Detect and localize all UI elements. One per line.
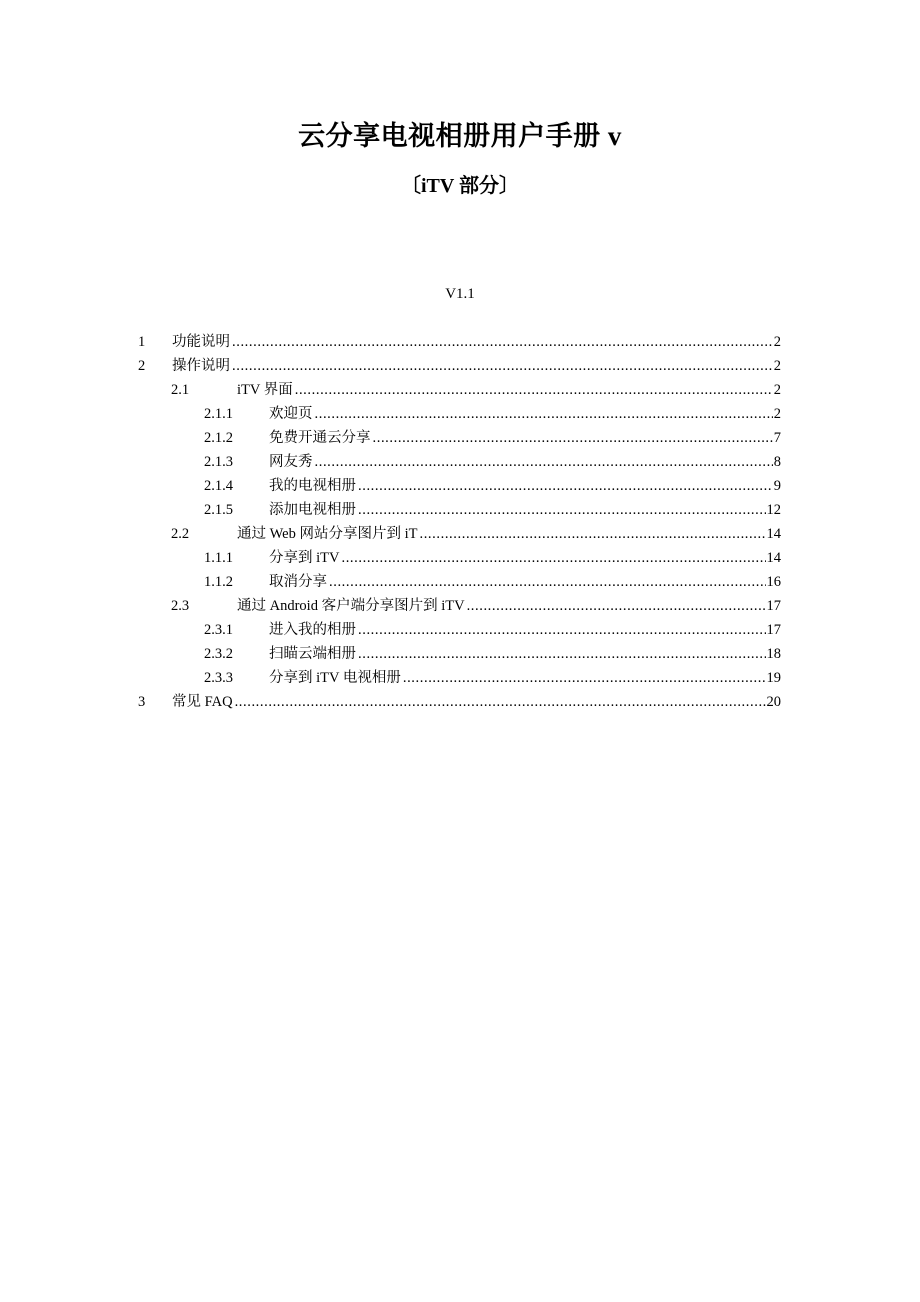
toc-entry[interactable] <box>138 329 781 353</box>
toc-entry-body <box>269 404 781 424</box>
toc-entry-label: 添加电视相册 <box>269 502 356 518</box>
toc-entry[interactable] <box>138 401 781 425</box>
toc-dot-leader <box>315 452 773 472</box>
toc-entry-page-number: 8 <box>773 454 781 470</box>
toc-dot-leader <box>295 380 773 400</box>
toc-entry[interactable] <box>138 473 781 497</box>
toc-entry-label: 分享到 iTV 电视相册 <box>269 670 401 686</box>
toc-entry-page-number: 7 <box>773 430 781 446</box>
toc-entry-number: 2.1.3 <box>204 454 233 470</box>
toc-entry-body <box>269 572 781 592</box>
toc-entry-body <box>269 548 781 568</box>
toc-entry-body <box>269 476 781 496</box>
toc-entry[interactable] <box>138 521 781 545</box>
document-title: 云分享电视相册用户手册 v <box>298 121 622 151</box>
toc-entry[interactable] <box>138 665 781 689</box>
toc-entry[interactable] <box>138 569 781 593</box>
toc-entry[interactable] <box>138 641 781 665</box>
toc-entry-label: 取消分享 <box>269 574 327 590</box>
toc-entry-body <box>237 524 781 544</box>
toc-entry-page-number: 9 <box>773 478 781 494</box>
toc-entry-number: 1 <box>138 334 146 350</box>
toc-entry-body <box>172 332 781 352</box>
toc-entry[interactable] <box>138 497 781 521</box>
toc-entry[interactable] <box>138 689 781 713</box>
toc-entry-label: iTV 界面 <box>237 382 293 398</box>
toc-dot-leader <box>403 668 766 688</box>
toc-entry-page-number: 2 <box>773 334 781 350</box>
toc-entry-page-number: 14 <box>766 550 781 566</box>
toc-entry-body <box>172 692 781 712</box>
toc-entry-page-number: 2 <box>773 382 781 398</box>
toc-entry-body <box>269 668 781 688</box>
toc-dot-leader <box>358 500 766 520</box>
toc-entry-label: 免费开通云分享 <box>269 430 371 446</box>
toc-entry[interactable] <box>138 377 781 401</box>
toc-dot-leader <box>329 572 766 592</box>
table-of-contents <box>138 329 781 713</box>
toc-entry-body <box>237 380 781 400</box>
toc-entry-page-number: 12 <box>766 502 781 518</box>
toc-entry-body <box>172 356 781 376</box>
toc-dot-leader <box>232 332 773 352</box>
toc-entry-body <box>269 500 781 520</box>
toc-entry-number: 1.1.1 <box>204 550 233 566</box>
toc-entry-number: 2.3 <box>171 598 190 614</box>
toc-entry-body <box>269 452 781 472</box>
toc-entry-page-number: 20 <box>766 694 781 710</box>
toc-entry-label: 通过 Android 客户端分享图片到 iTV <box>237 598 465 614</box>
toc-dot-leader <box>419 524 765 544</box>
toc-entry-page-number: 2 <box>773 358 781 374</box>
toc-entry-page-number: 19 <box>766 670 781 686</box>
toc-dot-leader <box>373 428 773 448</box>
toc-entry-number: 2.1.4 <box>204 478 233 494</box>
toc-entry-label: 扫瞄云端相册 <box>269 646 356 662</box>
toc-entry-label: 我的电视相册 <box>269 478 356 494</box>
toc-entry-number: 2.2 <box>171 526 190 542</box>
toc-entry[interactable] <box>138 617 781 641</box>
toc-entry-label: 网友秀 <box>269 454 313 470</box>
toc-entry-number: 1.1.2 <box>204 574 233 590</box>
toc-entry-page-number: 14 <box>766 526 781 542</box>
toc-entry-label: 进入我的相册 <box>269 622 356 638</box>
toc-entry-label: 分享到 iTV <box>269 550 340 566</box>
toc-entry-number: 2 <box>138 358 146 374</box>
toc-dot-leader <box>358 644 766 664</box>
toc-entry-page-number: 18 <box>766 646 781 662</box>
toc-entry-number: 2.3.2 <box>204 646 233 662</box>
toc-entry-label: 欢迎页 <box>269 406 313 422</box>
toc-entry-number: 3 <box>138 694 146 710</box>
toc-entry-label: 常见 FAQ <box>172 694 233 710</box>
toc-entry-page-number: 2 <box>773 406 781 422</box>
toc-entry[interactable] <box>138 449 781 473</box>
toc-entry-label: 通过 Web 网站分享图片到 iT <box>237 526 418 542</box>
document-subtitle: 〔iTV 部分〕 <box>401 175 519 197</box>
toc-entry[interactable] <box>138 593 781 617</box>
toc-dot-leader <box>467 596 766 616</box>
toc-entry-number: 2.1 <box>171 382 190 398</box>
toc-entry-label: 功能说明 <box>172 334 230 350</box>
toc-entry-page-number: 17 <box>766 598 781 614</box>
toc-entry[interactable] <box>138 545 781 569</box>
toc-entry-body <box>269 644 781 664</box>
toc-dot-leader <box>341 548 765 568</box>
toc-entry-body <box>237 596 781 616</box>
toc-entry-body <box>269 428 781 448</box>
toc-entry[interactable] <box>138 425 781 449</box>
toc-entry-number: 2.1.1 <box>204 406 233 422</box>
toc-entry-number: 2.3.3 <box>204 670 233 686</box>
toc-dot-leader <box>232 356 773 376</box>
toc-dot-leader <box>235 692 766 712</box>
toc-entry-page-number: 17 <box>766 622 781 638</box>
toc-entry-number: 2.1.2 <box>204 430 233 446</box>
toc-entry-number: 2.1.5 <box>204 502 233 518</box>
toc-entry[interactable] <box>138 353 781 377</box>
toc-dot-leader <box>315 404 773 424</box>
toc-entry-page-number: 16 <box>766 574 781 590</box>
toc-entry-label: 操作说明 <box>172 358 230 374</box>
toc-entry-number: 2.3.1 <box>204 622 233 638</box>
toc-entry-body <box>269 620 781 640</box>
toc-dot-leader <box>358 476 773 496</box>
toc-dot-leader <box>358 620 766 640</box>
document-version: V1.1 <box>445 286 475 302</box>
